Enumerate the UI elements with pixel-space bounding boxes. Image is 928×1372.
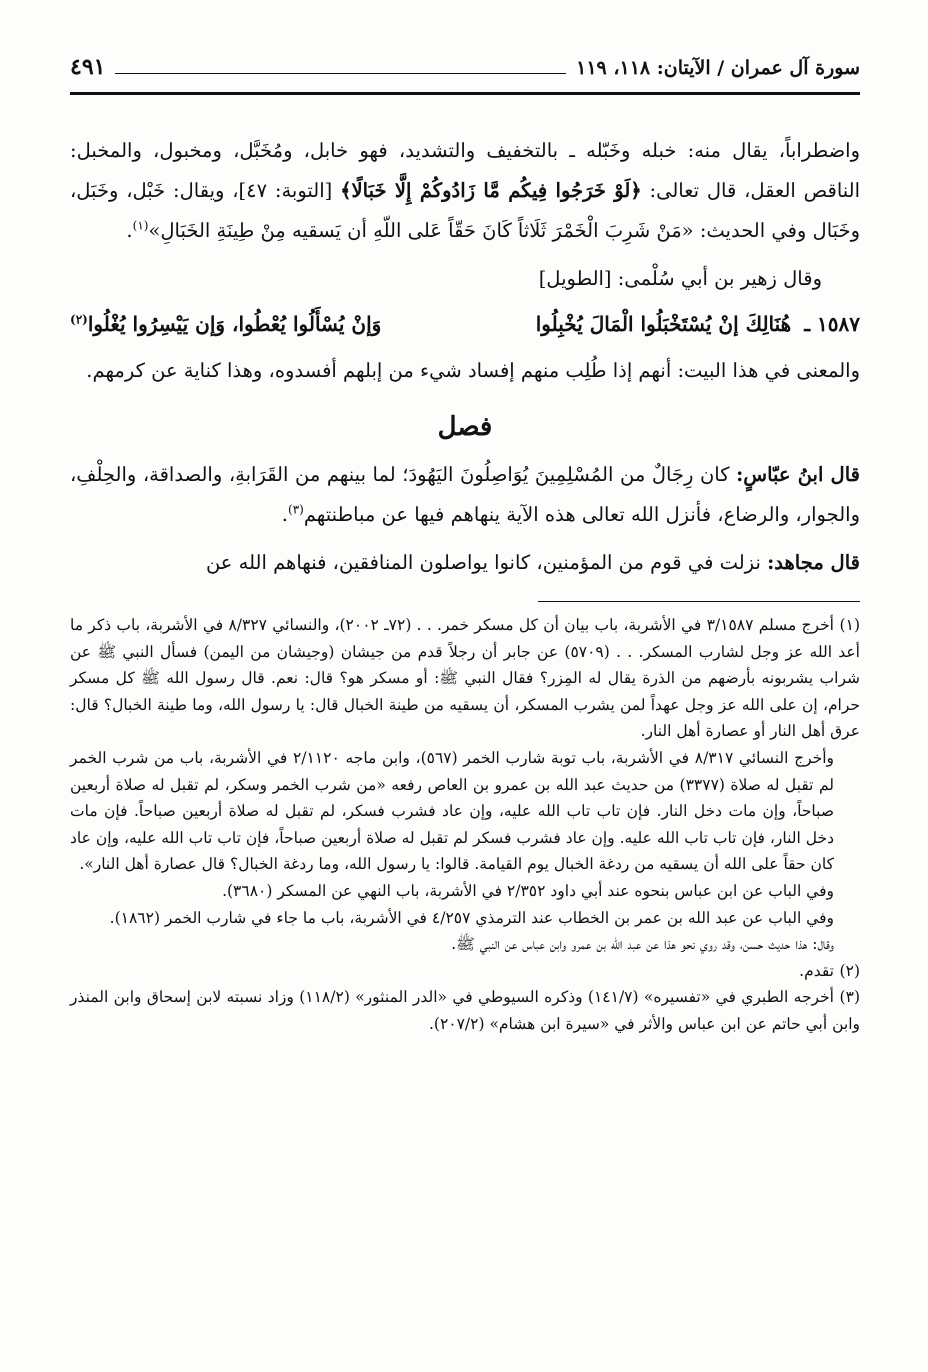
footnote-ref-1[interactable]: (١): [132, 218, 149, 233]
footnote-ref-3[interactable]: (٣): [288, 502, 304, 517]
page-number: ٤٩١: [70, 54, 106, 80]
footnote-number: (٣): [839, 988, 860, 1007]
running-title: سورة آل عمران / الآيتان: ١١٨، ١١٩: [576, 57, 860, 79]
narrator-label: قال مجاهد:: [767, 551, 860, 574]
poem-verse: [70, 301, 860, 347]
footnote-divider: [538, 601, 860, 602]
footnote-number: (٢): [839, 961, 860, 980]
main-text: [70, 131, 860, 583]
header-rule: [115, 55, 566, 74]
section-heading: فصل: [437, 412, 493, 442]
footnote-1-continued: وأخرج النسائي ٨/٣١٧ في الأشربة، باب توبة شارب الخمر (٥٦٧)، وابن ماجه ٢/١١٢٠ في الأشربة، باب من شرب الخمر لم تقبل له صلاة (٣٣٧٧) من حديث عبد الله بن عمرو بن العاص رفعه «من شرب الخمر وسكر، لم تقبل له صلاة أربعين صباحاً، وإن مات دخل النار. فإن تاب تاب الله عليه، وإن عاد فشرب فسكر، لم تقبل له صلاة أربعين صباحاً. فإن مات دخل النار، فإن تاب تاب الله عليه. وإن عاد فشرب فسكر لم تقبل له صلاة أربعين صباحاً، فإن تاب تاب الله عليه، وإن عاد كان حقاً على الله أن يسقيه من ردغة الخبال يوم القيامة. قالوا: يا رسول الله، وما ردغة الخبال؟ قال عصارة أهل النار».: [70, 748, 835, 874]
footnote-1-continued: وفي الباب عن ابن عباس بنحوه عند أبي داود ٢/٣٥٢ في الأشربة، باب النهي عن المسكر (٣٦٨٠).: [222, 881, 834, 900]
header-divider: [70, 92, 860, 95]
footnote-2: (٢)تقدم.: [70, 958, 860, 985]
paragraph-3: والمعنى في هذا البيت: أنهم إذا طُلِب منهم إفساد شيء من إبلهم أفسدوه، وهذا كناية عن كرمهم.: [86, 359, 860, 382]
page-header: [70, 54, 860, 88]
paragraph-5: قال مجاهد: نزلت في قوم من المؤمنين، كانوا يواصلون المنافقين، فنهاهم الله عن: [205, 551, 860, 574]
narrator-label: قال ابنُ عبّاسٍ:: [736, 463, 860, 486]
footnote-1: (١)أخرج مسلم ٣/١٥٨٧ في الأشربة، باب بيان أن كل مسكر خمر. . . (٧٢ـ ٢٠٠٢)، والنسائي ٨/٣٢٧ في الأشربة، باب ذكر ما أعد الله عز وجل لشارب المسكر. . . (٥٧٠٩) عن جابر أن رجلاً قدم من جيشان (وجيشان من اليمن) فسأل النبي ﷺ عن شراب يشربونه بأرضهم من الذرة يقال له المِزر؟ فقال النبي ﷺ: أو مسكر هو؟ قال: نعم. قال رسول الله ﷺ كل مسكر حرام، إن على الله عز وجل عهداً لمن يشرب المسكر، أن يسقيه من طينة الخبال قال: يا رسول الله، وما طينة الخبال؟ قال: عرق أهل النار أو عصارة أهل النار.: [70, 612, 860, 745]
poem-first-hemistich: ١٥٨٧ ـ هُنَالِكَ إنْ يُسْتَخْبَلُوا الْمَالَ يُخْبِلُوا: [535, 312, 860, 336]
poem-intro: وقال زهير بن أبي سُلْمى: [الطويل]: [538, 267, 822, 290]
paragraph-1: واضطراباً، يقال منه: خبله وخَبّله ـ بالتخفيف والتشديد، فهو خابل، ومُخَبَّل، ومخبول، والمخبل: الناقص العقل، قال تعالى: ﴿لَوْ خَرَجُوا فِيكُم مَّا زَادُوكُمْ إِلَّا خَبَالًا﴾ [التوبة: ٤٧]، ويقال: خَبْل، وخَبَل، وخَبَال وفي الحديث: «مَنْ شَرِبَ الْخَمْرَ ثَلَاثاً كَانَ حَقّاً عَلى اللّهِ أن يَسقيه مِنْ طِينَةِ الخَبَالِ»$^{(١)}$.: [70, 139, 861, 242]
poem-second-hemistich: وَإنْ يُسْأَلُوا يُعْطُوا، وَإن يَيْسِرُوا يُغْلُوا$^{(٢)}$: [70, 312, 382, 336]
paragraph-4: قال ابنُ عبّاسٍ: كان رِجَالٌ من المُسْلِمِينَ يُوَاصِلُونَ اليَهُودَ؛ لما بينهم من القَرَابةِ، والصداقة، والحِلْفِ، والجوار، والرضاع، فأنزل الله تعالى هذه الآية ينهاهم فيها عن مباطنتهم$^{(٣)}$.: [70, 463, 860, 526]
footnotes: [70, 612, 860, 1038]
verse-number: ١٥٨٧ ـ: [804, 312, 860, 336]
footnote-number: (١): [839, 616, 860, 634]
footnote-ref-2[interactable]: (٢): [70, 312, 88, 327]
footnote-3: (٣)أخرجه الطبري في «تفسيره» (١٤١/٧) وذكره السيوطي في «الدر المنثور» (١١٨/٢) وزاد نسبته لابن إسحاق وابن المنذر وابن أبي حاتم عن ابن عباس والأثر في «سيرة ابن هشام» (٢٠٧/٢).: [70, 984, 860, 1037]
quran-quote: ﴿لَوْ خَرَجُوا فِيكُم مَّا زَادُوكُمْ إِلَّا خَبَالًا﴾: [340, 179, 642, 202]
footnote-1-continued: وفي الباب عن عبد الله بن عمر بن الخطاب عند الترمذي ٤/٢٥٧ في الأشربة، باب ما جاء في شارب الخمر (١٨٦٢).: [109, 908, 834, 927]
hadith-quote: «مَنْ شَرِبَ الْخَمْرَ ثَلَاثاً كَانَ حَقّاً عَلى اللّهِ أن يَسقيه مِنْ طِينَةِ الخَبَالِ»: [148, 219, 694, 242]
footnote-1-continued: وقال: هذا حديث حسن، وقد روي نحو هذا عن عبد الله بن عمرو وابن عباس عن النبي ﷺ.: [451, 935, 834, 954]
